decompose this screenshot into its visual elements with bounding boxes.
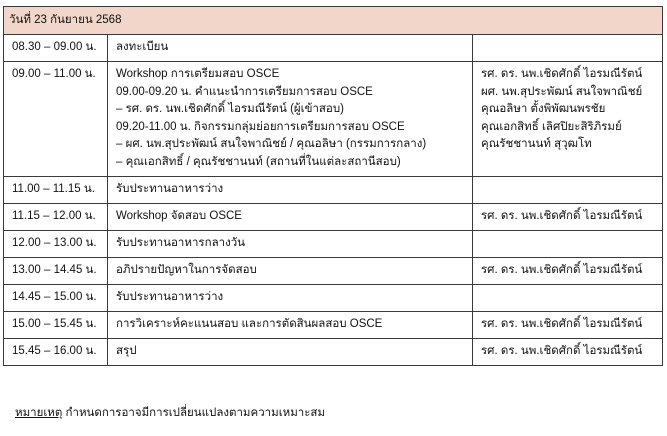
activity-line: – ผศ. นพ.สุประพัฒน์ สนใจพาณิชย์ / คุณอลิษา (กรรมการกลาง) [116,138,427,150]
table-row [4,62,663,177]
activity-cell: Workshop จัดสอบ OSCE [108,204,473,231]
date-header: วันที่ 23 กันยายน 2568 [4,7,663,35]
time-cell: 13.00 – 14.45 น. [4,258,108,285]
table-row [4,312,663,339]
speaker-cell [473,35,663,62]
schedule-table [3,6,663,366]
speaker-name: คุณรัชชานนท์ สุวุฒโท [481,138,592,150]
table-row [4,231,663,258]
table-row [4,258,663,285]
speaker-cell [473,285,663,312]
footnote-label: หมายเหตุ [15,407,63,419]
speaker-cell: รศ. ดร. นพ.เชิดศักดิ์ ไอรมณีรัตน์ [473,312,663,339]
activity-line: Workshop การเตรียมสอบ OSCE [116,68,280,80]
time-cell: 12.00 – 13.00 น. [4,231,108,258]
activity-cell: รับประทานอาหารกลางวัน [108,231,473,258]
activity-line: – รศ. ดร. นพ.เชิดศักดิ์ ไอรมณีรัตน์ (ผู้เข้าสอบ) [116,103,344,115]
table-row [4,177,663,204]
speaker-cell [473,177,663,204]
speaker-cell: รศ. ดร. นพ.เชิดศักดิ์ ไอรมณีรัตน์ [473,258,663,285]
time-cell: 08.30 – 09.00 น. [4,35,108,62]
activity-cell: ลงทะเบียน [108,35,473,62]
activity-cell: อภิปรายปัญหาในการจัดสอบ [108,258,473,285]
time-cell: 11.00 – 11.15 น. [4,177,108,204]
speaker-name: คุณเอกสิทธิ์ เลิศปิยะสิริภิรมย์ [481,120,622,133]
activity-line: 09.20-11.00 น. กิจกรรมกลุ่มย่อยการเตรียมการสอบ OSCE [116,120,405,133]
speaker-cell [473,231,663,258]
table-row [4,285,663,312]
time-cell: 09.00 – 11.00 น. [4,62,108,177]
speaker-name: คุณอลิษา ตั้งพิพัฒนพรชัย [481,103,606,115]
activity-cell: สรุป [108,339,473,366]
time-cell: 15.00 – 15.45 น. [4,312,108,339]
speaker-cell: รศ. ดร. นพ.เชิดศักดิ์ ไอรมณีรัตน์ [473,339,663,366]
time-cell: 14.45 – 15.00 น. [4,285,108,312]
table-row [4,204,663,231]
footnote [15,404,325,422]
activity-cell: รับประทานอาหารว่าง [108,177,473,204]
speaker-cell: รศ. ดร. นพ.เชิดศักดิ์ ไอรมณีรัตน์ [473,204,663,231]
activity-line: 09.00-09.20 น. คำแนะนำการเตรียมการสอบ OSCE [116,85,373,98]
activity-cell [108,62,473,177]
table-row [4,35,663,62]
time-cell: 11.15 – 12.00 น. [4,204,108,231]
speaker-name: รศ. ดร. นพ.เชิดศักดิ์ ไอรมณีรัตน์ [481,68,643,80]
speaker-cell [473,62,663,177]
speaker-name: ผศ. นพ.สุประพัฒน์ สนใจพาณิชย์ [481,85,643,98]
activity-cell: การวิเคราะห์คะแนนสอบ และการตัดสินผลสอบ OSCE [108,312,473,339]
activity-line: – คุณเอกสิทธิ์ / คุณรัชชานนท์ (สถานที่ในแต่ละสถานีสอบ) [116,155,401,168]
date-header-row [4,7,663,35]
activity-cell: รับประทานอาหารว่าง [108,285,473,312]
table-row [4,339,663,366]
footnote-text: กำหนดการอาจมีการเปลี่ยนแปลงตามความเหมาะสม [62,407,326,419]
time-cell: 15.45 – 16.00 น. [4,339,108,366]
